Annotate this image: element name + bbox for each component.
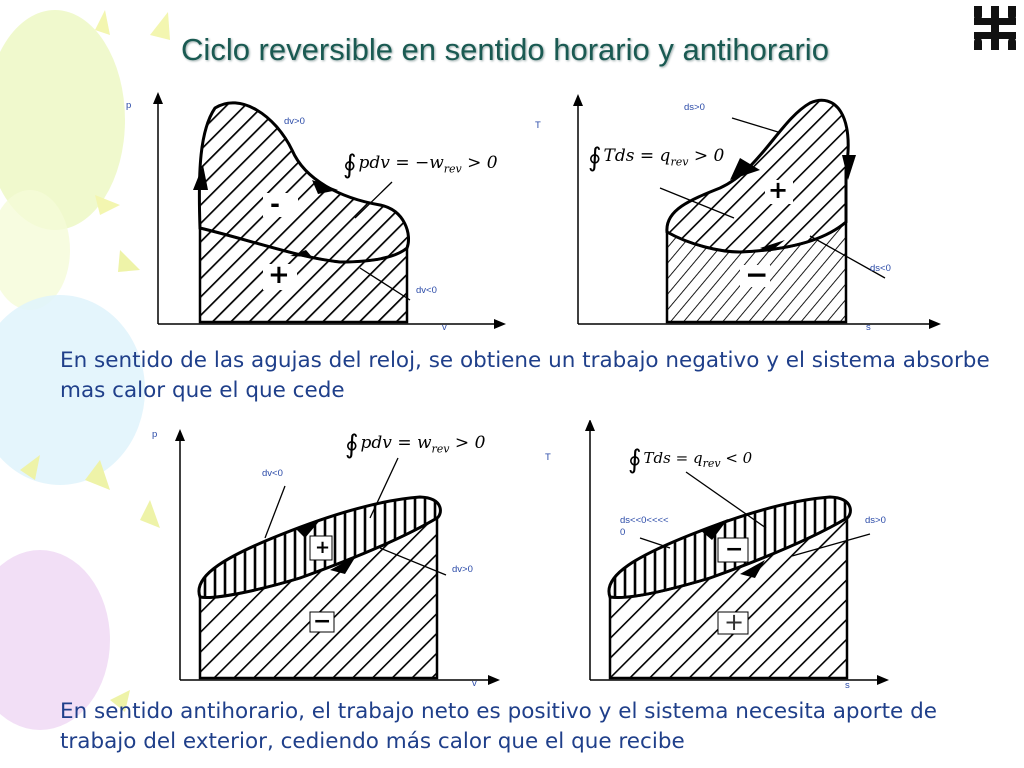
contour-integral-icon: ∮ xyxy=(343,150,357,180)
ts-counterclockwise-y-label: T xyxy=(545,452,551,463)
ts-clockwise-below-sign: − xyxy=(745,258,769,291)
pv-counterclockwise-equation: ∮ pdv = $w_{rev} > 0$ xyxy=(345,430,486,460)
ts-clockwise-y-label: T xyxy=(535,120,541,131)
counterclockwise-explanation: En sentido antihorario, el trabajo neto es positivo y el sistema necesita aporte de trabajo del exterior, cediendo más calor que el que recibe xyxy=(60,699,937,754)
pv-clockwise-below-sign: + xyxy=(268,260,290,290)
pv-clockwise-x-label: v xyxy=(442,322,447,333)
ts-counterclockwise-x-label: s xyxy=(845,680,850,691)
ts-clockwise-equation: ∮ Tds = $q_{rev} > 0$ xyxy=(588,143,725,173)
contour-integral-icon: ∮ xyxy=(588,143,602,173)
ts-counterclockwise-below-sign: + xyxy=(724,608,745,636)
utn-logo xyxy=(972,6,1018,50)
slide-title: Ciclo reversible en sentido horario y antihorario xyxy=(181,32,829,67)
pv-clockwise-equation: ∮ pdv = $-w_{rev} > 0$ xyxy=(343,150,498,180)
pv-clockwise-upper-label: dv>0 xyxy=(284,116,305,127)
pv-counterclockwise-below-sign: − xyxy=(313,609,332,634)
contour-integral-icon: ∮ xyxy=(628,445,642,475)
ts-counterclockwise-loop-sign: − xyxy=(725,537,744,562)
pv-clockwise-y-label: p xyxy=(126,100,132,111)
ts-counterclockwise-equation: ∮ Tds = $q_{rev} < 0$ xyxy=(628,445,753,475)
pv-counterclockwise-y-label: p xyxy=(152,429,158,440)
ts-counterclockwise-right-label: ds>0 xyxy=(865,515,886,526)
ts-counterclockwise-left-label: ds<<0<<<< 0 xyxy=(620,515,669,538)
ts-clockwise-upper-label: ds>0 xyxy=(684,102,705,113)
ts-clockwise-x-label: s xyxy=(866,322,871,333)
pv-clockwise-diagram xyxy=(120,88,520,338)
ts-clockwise-diagram xyxy=(560,88,950,338)
pv-counterclockwise-loop-sign: + xyxy=(315,537,331,558)
pv-counterclockwise-lower-label: dv>0 xyxy=(452,564,473,575)
pv-counterclockwise-upper-label: dv<0 xyxy=(262,468,283,479)
contour-integral-icon: ∮ xyxy=(345,430,359,460)
ts-clockwise-loop-sign: + xyxy=(768,176,789,204)
clockwise-explanation: En sentido de las agujas del reloj, se obtiene un trabajo negativo y el sistema absorbe mas calor que el que cede xyxy=(60,348,990,403)
ts-clockwise-lower-label: ds<0 xyxy=(870,263,891,274)
pv-clockwise-lower-label: dv<0 xyxy=(416,285,437,296)
pv-counterclockwise-x-label: v xyxy=(472,678,477,689)
pv-clockwise-loop-sign: - xyxy=(270,190,280,218)
